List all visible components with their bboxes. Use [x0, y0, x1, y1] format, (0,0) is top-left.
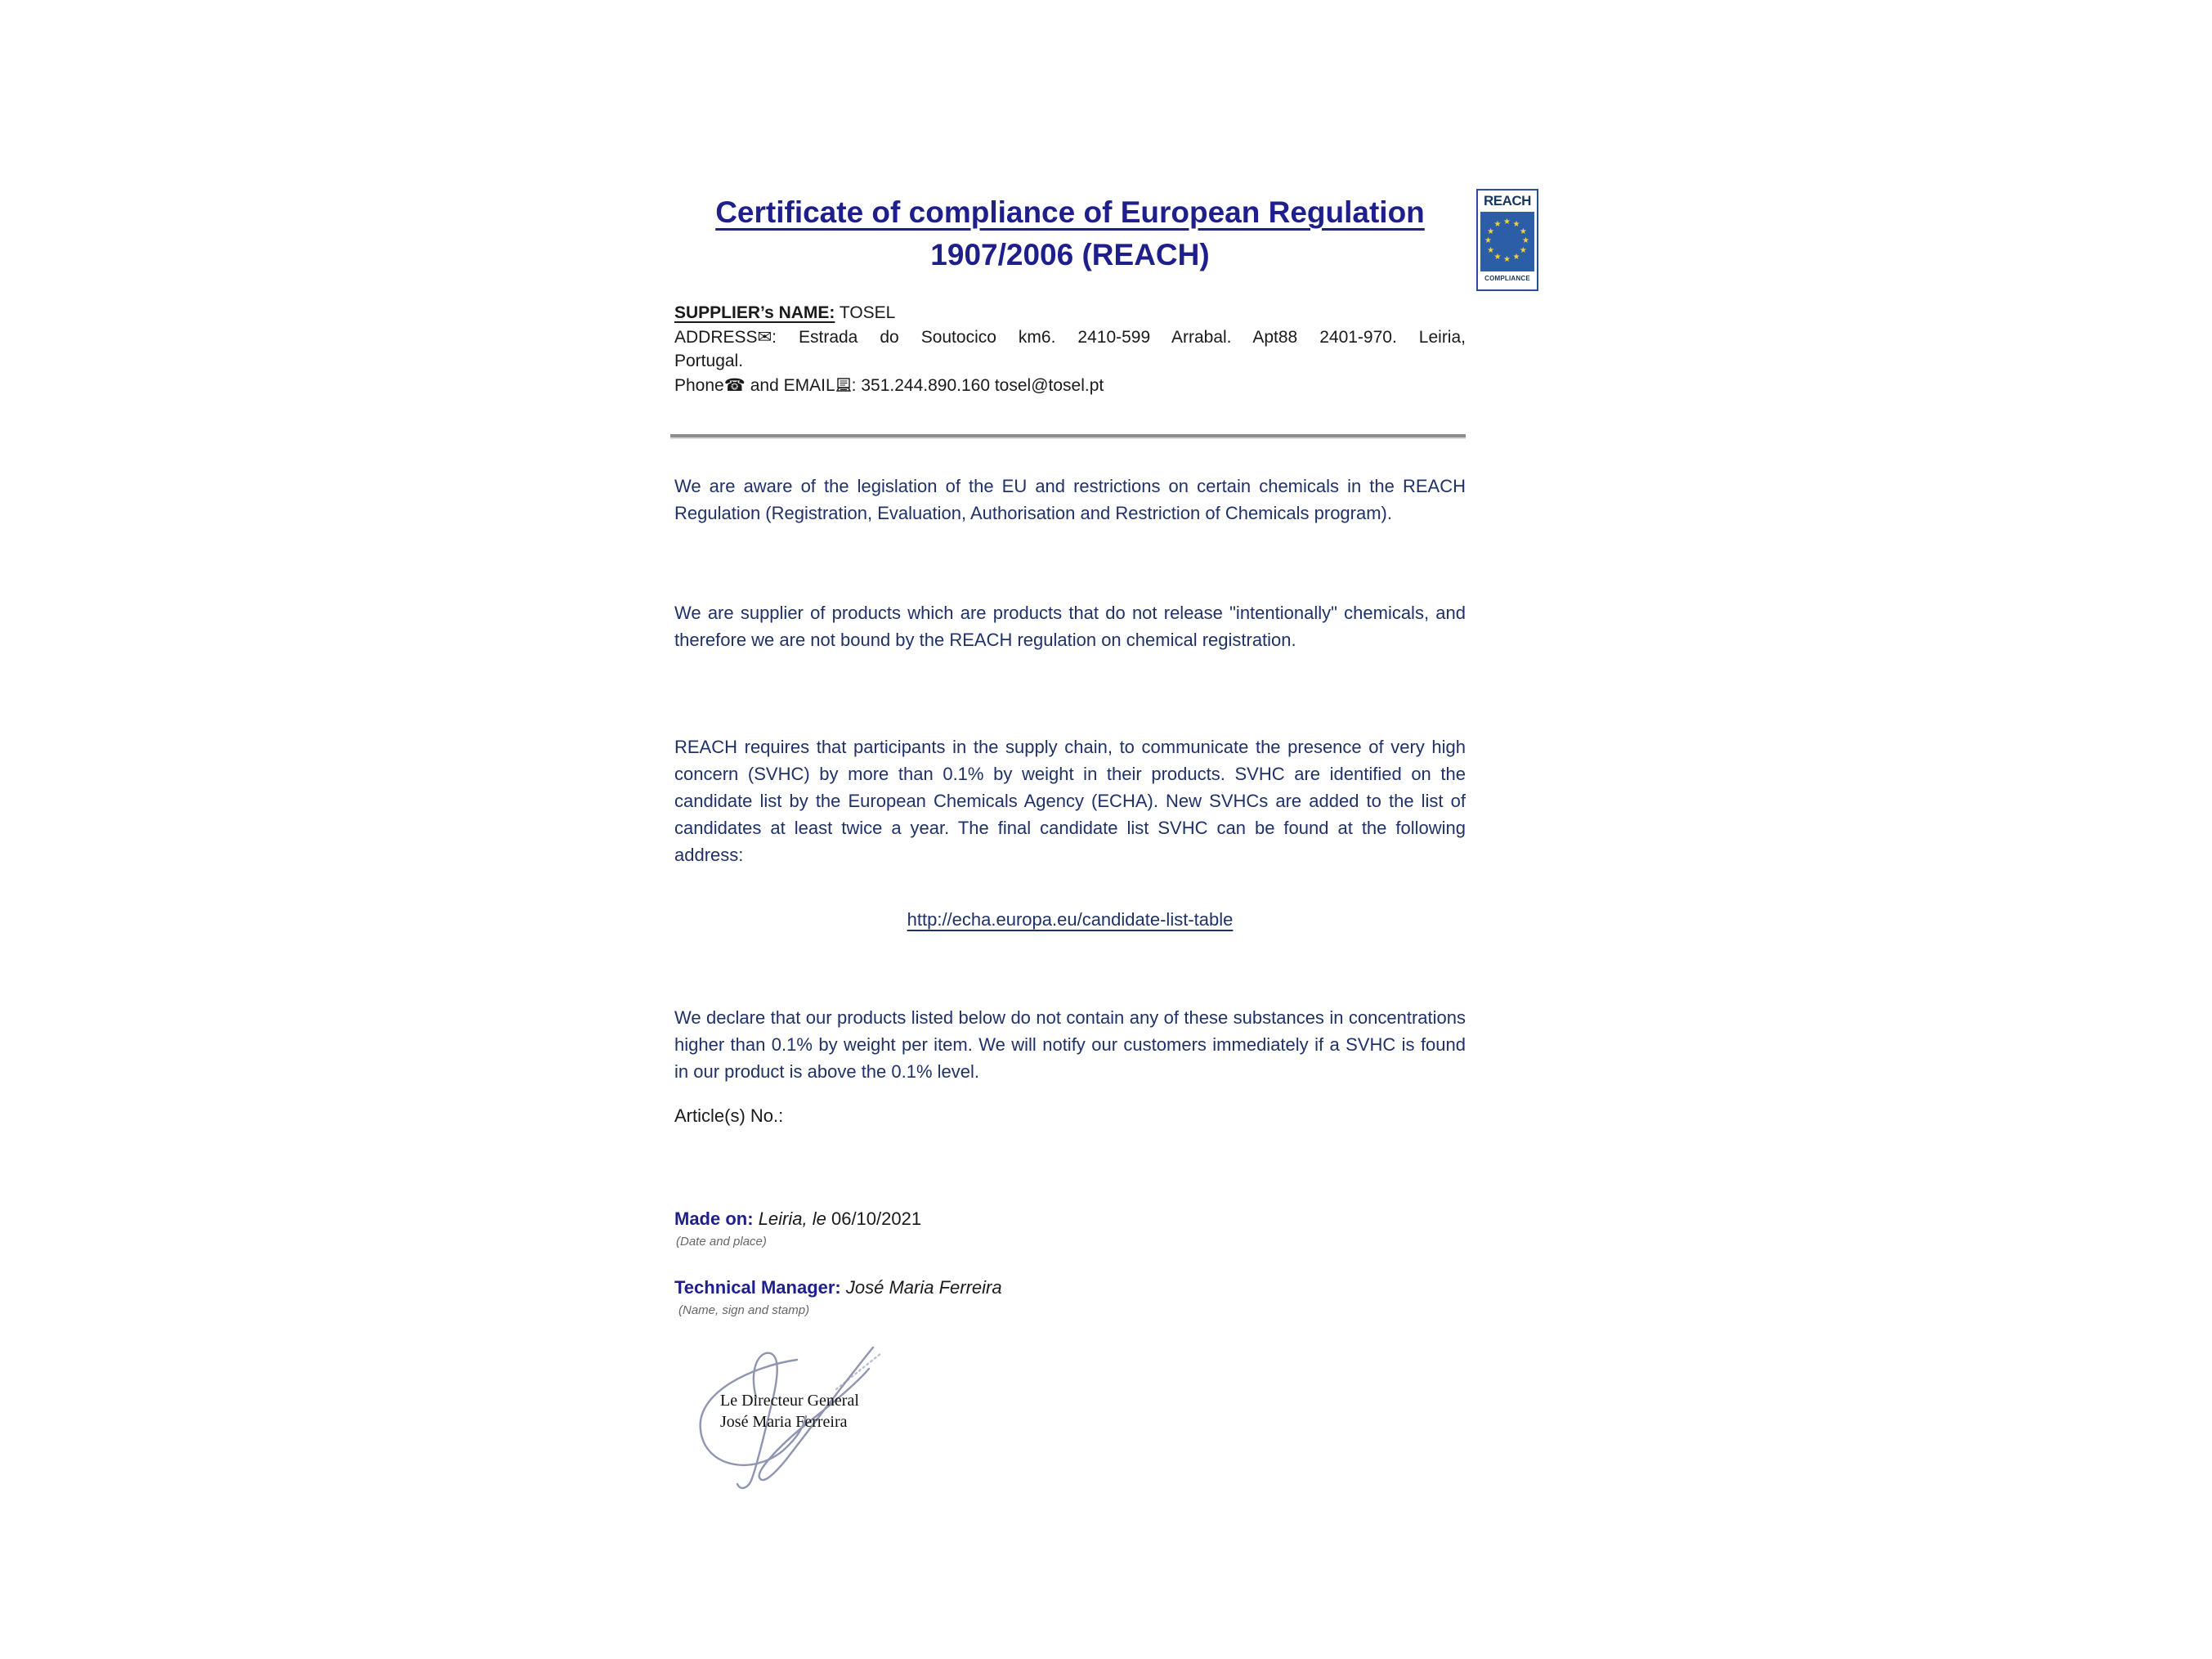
eu-star-icon: ★	[1493, 220, 1502, 230]
technical-manager-line	[674, 1277, 1466, 1298]
section-divider	[670, 434, 1466, 439]
eu-star-icon: ★	[1484, 236, 1492, 245]
supplier-contact-line	[674, 374, 1466, 400]
logo-reach-text: REACH	[1484, 193, 1531, 208]
signature-text	[720, 1390, 859, 1433]
paragraph-awareness: We are aware of the legislation of the EU and restrictions on certain chemicals in the REACH Regulation (Registration, Evaluation, Authorisation and Restriction of Chemicals program).	[674, 476, 1466, 523]
made-on-date: 06/10/2021	[831, 1208, 922, 1229]
paragraph-supplier-statement: We are supplier of products which are products that do not release "intentionally" chemicals, and therefore we are not bound by the REACH regulation on chemical registration.	[674, 603, 1466, 650]
eu-star-icon: ★	[1487, 226, 1495, 236]
candidate-list-link-line	[674, 909, 1466, 930]
eu-flag	[1480, 212, 1534, 271]
eu-star-icon: ★	[1519, 226, 1527, 236]
signature-block	[674, 1345, 985, 1517]
eu-star-icon: ★	[1522, 236, 1529, 245]
title-line1: Certificate of compliance of European Regulation	[715, 195, 1425, 229]
and-email-label: and EMAIL	[750, 375, 835, 395]
reach-compliance-logo	[1476, 189, 1538, 291]
signature-title: Le Directeur General	[720, 1392, 859, 1410]
eu-star-icon: ★	[1512, 252, 1520, 262]
telephone-icon: ☎	[723, 375, 746, 395]
made-on-place: Leiria, le	[758, 1208, 826, 1229]
supplier-block	[674, 301, 1466, 399]
computer-icon	[835, 375, 852, 400]
title-line2: 1907/2006 (REACH)	[930, 238, 1210, 271]
address-value-line1: Estrada do Soutocico km6. 2410-599 Arrabal. Apt88 2401-970. Leiria,	[798, 327, 1466, 347]
date-place-caption: (Date and place)	[676, 1235, 767, 1249]
address-value-line2: Portugal.	[674, 352, 744, 370]
made-on-label: Made on:	[674, 1208, 754, 1229]
eu-star-icon: ★	[1512, 220, 1520, 230]
contact-colon: :	[851, 375, 857, 395]
phone-label: Phone	[674, 375, 724, 395]
address-label: ADDRESS	[674, 327, 758, 347]
supplier-address-line2	[674, 349, 1466, 374]
contact-value: 351.244.890.160 tosel@tosel.pt	[861, 375, 1104, 395]
supplier-name-line	[674, 301, 1466, 325]
articles-no-label: Article(s) No.:	[674, 1105, 784, 1126]
address-colon: :	[772, 327, 777, 347]
candidate-list-link[interactable]: http://echa.europa.eu/candidate-list-table	[907, 909, 1234, 930]
eu-star-icon: ★	[1503, 217, 1511, 226]
paragraph-svhc-requirement: REACH requires that participants in the supply chain, to communicate the presence of very high concern (SVHC) by more than 0.1% by weight in their products. SVHC are identified on the candidate list by the European Chemicals Agency (ECHA). New SVHCs are added to the list of candidates at least twice a year. The final candidate list SVHC can be found at the following address:	[674, 737, 1466, 865]
supplier-name-label: SUPPLIER’s NAME:	[674, 303, 835, 322]
supplier-name-value: TOSEL	[839, 303, 896, 322]
technical-manager-label: Technical Manager:	[674, 1277, 841, 1298]
made-on-line	[674, 1208, 1466, 1230]
envelope-icon: ✉	[757, 327, 772, 347]
supplier-address-line	[674, 325, 1466, 350]
eu-star-icon: ★	[1519, 245, 1527, 255]
signature-name: José Maria Ferreira	[720, 1413, 848, 1431]
paragraph-declaration: We declare that our products listed below do not contain any of these substances in concentrations higher than 0.1% by weight per item. We will notify our customers immediately if a SVHC is found in our product is above the 0.1% level.	[674, 1007, 1466, 1082]
name-sign-stamp-caption: (Name, sign and stamp)	[678, 1303, 810, 1317]
eu-star-icon: ★	[1487, 245, 1495, 255]
technical-manager-name: José Maria Ferreira	[845, 1277, 1002, 1298]
eu-star-icon: ★	[1503, 255, 1511, 264]
page-title	[674, 191, 1466, 276]
logo-compliance-text: COMPLIANCE	[1484, 275, 1530, 282]
eu-star-icon: ★	[1493, 252, 1502, 262]
